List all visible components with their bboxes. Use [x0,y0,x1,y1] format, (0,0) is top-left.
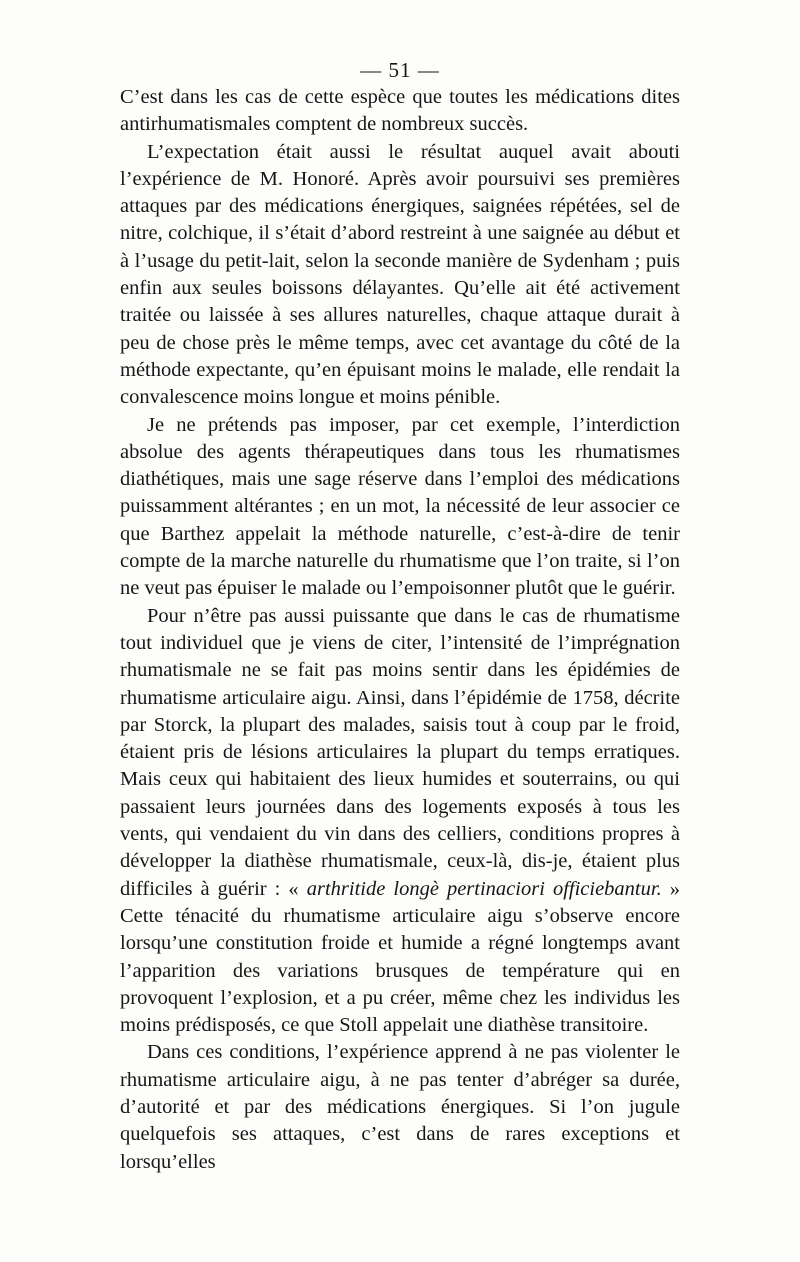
paragraph-4 [120,603,680,1040]
page-number: — 51 — [360,58,440,82]
paragraph-1: C’est dans les cas de cette espèce que toutes les médications dites antirhumatismales comptent de nombreux succès. [120,86,680,136]
latin-quotation: arthritide longè pertinaciori officiebantur. [306,877,662,900]
paragraph-4-text-after: » Cette ténacité du rhumatisme articulaire aigu s’observe encore lorsqu’une constitution froide et humide a régné longtemps avant l’apparition des variations brusques de température qui en provoquent l’explosion, et a pu créer, même chez les individus les moins prédisposés, ce que Stoll appelait une diathèse transitoire. [120,877,681,1037]
paragraph-5: Dans ces conditions, l’expérience apprend à ne pas violenter le rhumatisme articulaire aigu, à ne pas tenter d’abréger sa durée, d’autorité et par des médications énergiques. Si l’on jugule quelquefois ses attaques, c’est dans de rares exceptions et lorsqu’elles [120,1041,680,1173]
body-text [120,84,680,1176]
paragraph-2: L’expectation était aussi le résultat auquel avait abouti l’expérience de M. Honoré. Après avoir poursuivi ses premières attaques par des médications énergiques, saignées répétées, sel de nitre, colchique, il s’était d’abord restreint à une saignée au début et à l’usage du petit-lait, selon la seconde manière de Sydenham ; puis enfin aux seules boissons délayantes. Qu’elle ait été activement traitée ou laissée à ses allures naturelles, chaque attaque durait à peu de chose près le même temps, avec cet avantage du côté de la méthode expectante, qu’en épuisant moins le malade, elle rendait la convalescence moins longue et moins pénible. [120,140,680,409]
paragraph-3: Je ne prétends pas imposer, par cet exemple, l’interdiction absolue des agents thérapeutiques dans tous les rhumatismes diathétiques, mais une sage réserve dans l’emploi des médications puissamment altérantes ; en un mot, la nécessité de leur associer ce que Barthez appelait la méthode naturelle, c’est-à-dire de tenir compte de la marche naturelle du rhumatisme que l’on traite, si l’on ne veut pas épuiser le malade ou l’empoisonner plutôt que le guérir. [120,413,680,600]
paragraph-4-text-before: Pour n’être pas aussi puissante que dans le cas de rhumatisme tout individuel que je viens de citer, l’intensité de l’imprégnation rhumatismale ne se fait pas moins sentir dans les épidémies de rhumatisme articulaire aigu. Ainsi, dans l’épidémie de 1758, décrite par Storck, la plupart des malades, saisis tout à coup par le froid, étaient pris de lésions articulaires la plupart du temps erratiques. Mais ceux qui habitaient des lieux humides et souterrains, ou qui passaient leurs journées dans des logements exposés à tous les vents, qui vendaient du vin dans des celliers, conditions propres à développer la diathèse rhumatismale, ceux-là, dis-je, étaient plus difficiles à guérir : « [120,604,680,900]
